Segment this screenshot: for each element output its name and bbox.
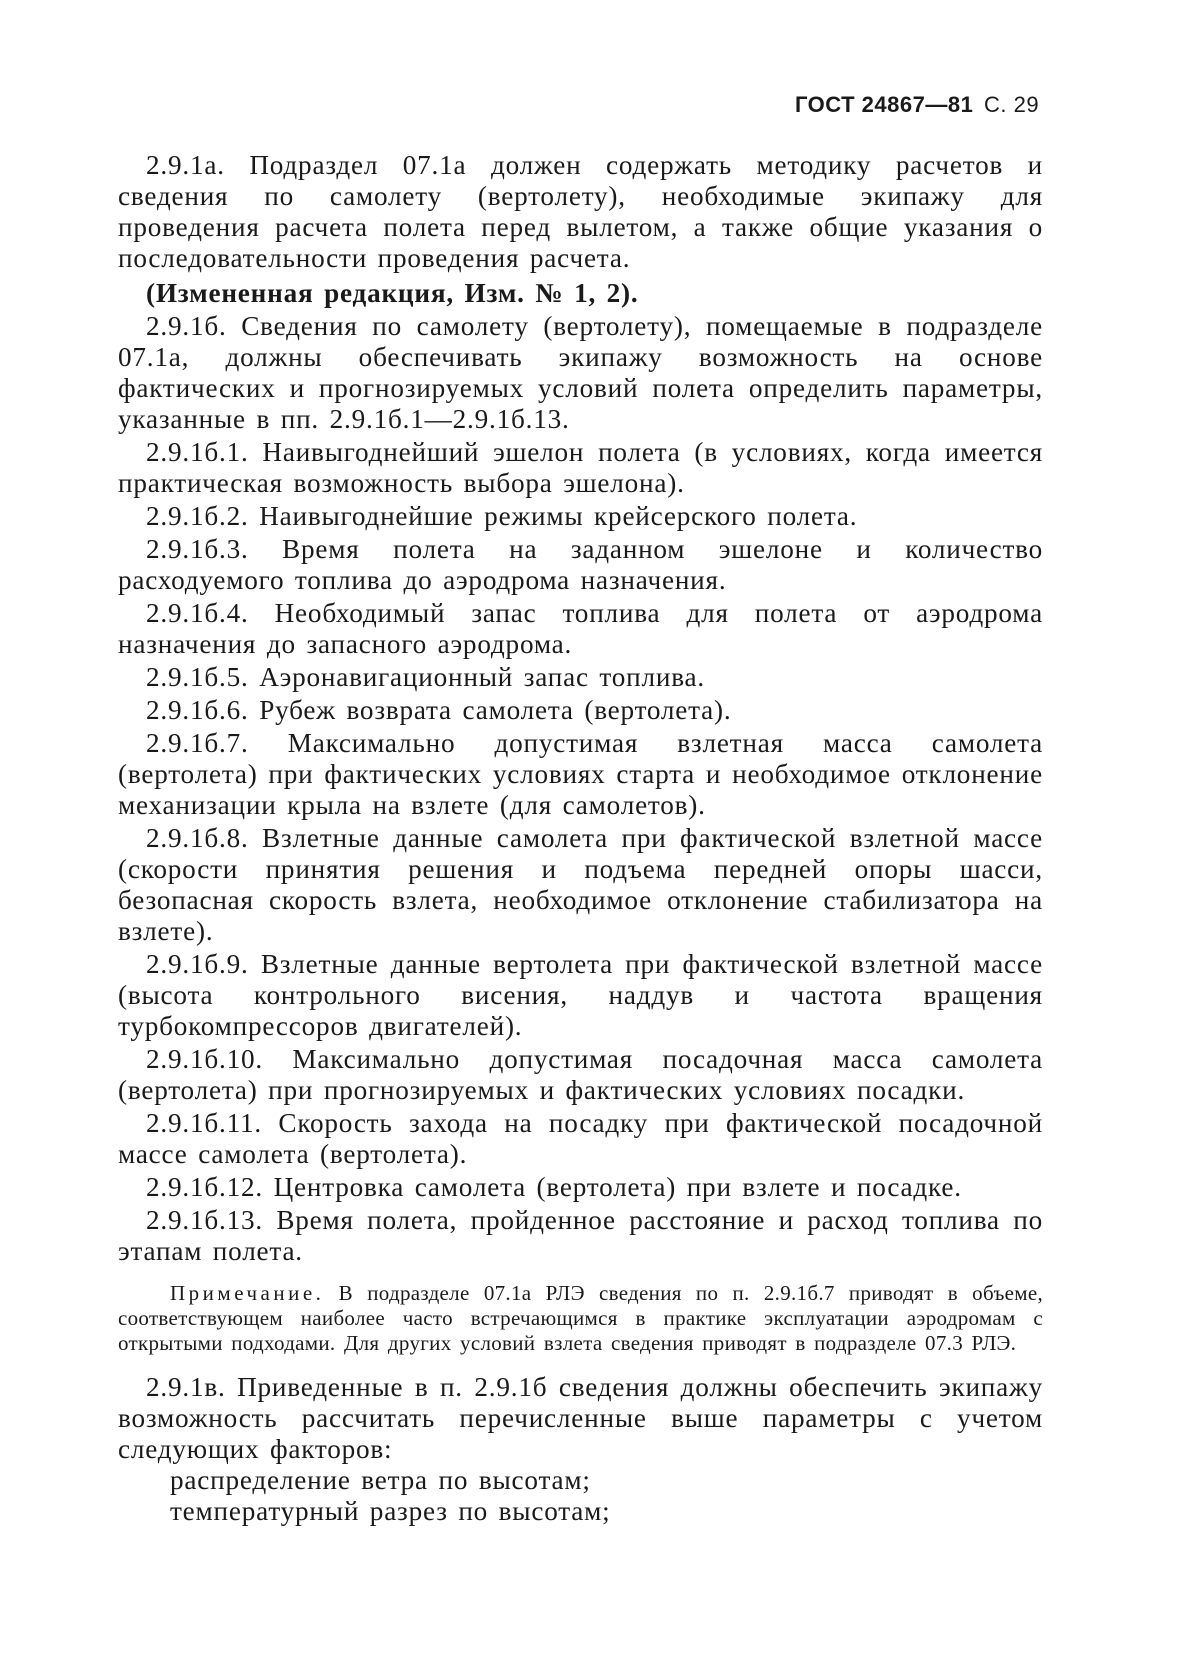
item-2-9-1b-9: 2.9.1б.9. Взлетные данные вертолета при фактической взлетной массе (высота контрольного висения, наддув и частота вращения турбокомпрессоров двигателей).	[118, 949, 1043, 1041]
item-2-9-1b-1: 2.9.1б.1. Наивыгоднейший эшелон полета (в условиях, когда имеется практическая возможность выбора эшелона).	[118, 437, 1043, 498]
page-header	[795, 92, 1040, 118]
item-2-9-1b-4: 2.9.1б.4. Необходимый запас топлива для полета от аэродрома назначения до запасного аэродрома.	[118, 598, 1043, 659]
item-2-9-1b-6: 2.9.1б.6. Рубеж возврата самолета (вертолета).	[146, 695, 732, 725]
item-2-9-1b-12: 2.9.1б.12. Центровка самолета (вертолета) при взлете и посадке.	[146, 1172, 962, 1202]
item-2-9-1b-10: 2.9.1б.10. Максимально допустимая посадочная масса самолета (вертолета) при прогнозируемых и фактических условиях посадки.	[118, 1044, 1043, 1105]
paragraph-2-9-1v: 2.9.1в. Приведенные в п. 2.9.1б сведения должны обеспечить экипажу возможность рассчитать перечисленные выше параметры с учетом следующих факторов:	[118, 1372, 1043, 1464]
item-2-9-1b-5: 2.9.1б.5. Аэронавигационный запас топлива.	[146, 662, 705, 692]
factor-item: температурный разрез по высотам;	[170, 1496, 611, 1526]
paragraph-2-9-1b: 2.9.1б. Сведения по самолету (вертолету), помещаемые в подразделе 07.1а, должны обеспечивать экипажу возможность на основе фактических и прогнозируемых условий полета определить параметры, указанные в пп. 2.9.1б.1—2.9.1б.13.	[118, 311, 1043, 434]
page-number: С. 29	[983, 92, 1040, 117]
edit-note: (Измененная редакция, Изм. № 1, 2).	[146, 278, 639, 308]
item-2-9-1b-2: 2.9.1б.2. Наивыгоднейшие режимы крейсерского полета.	[146, 501, 858, 531]
factor-item: распределение ветра по высотам;	[170, 1465, 591, 1495]
item-2-9-1b-11: 2.9.1б.11. Скорость захода на посадку при фактической посадочной массе самолета (вертолета).	[118, 1108, 1043, 1169]
item-2-9-1b-3: 2.9.1б.3. Время полета на заданном эшелоне и количество расходуемого топлива до аэродрома назначения.	[118, 534, 1043, 595]
note-text: В подразделе 07.1а РЛЭ сведения по п. 2.9.1б.7 приводят в объеме, соответствующем наиболее часто встречающимся в практике эксплуатации аэродромам с открытыми подходами. Для других условий взлета сведения приводят в подразделе 07.3 РЛЭ.	[118, 1281, 1043, 1355]
item-2-9-1b-8: 2.9.1б.8. Взлетные данные самолета при фактической взлетной массе (скорости принятия решения и подъема передней опоры шасси, безопасная скорость взлета, необходимое отклонение стабилизатора на взлете).	[118, 823, 1043, 946]
item-2-9-1b-7: 2.9.1б.7. Максимально допустимая взлетная масса самолета (вертолета) при фактических условиях старта и необходимое отклонение механизации крыла на взлете (для самолетов).	[118, 728, 1043, 820]
note-block	[118, 1281, 1043, 1356]
note-label: Примечание.	[170, 1281, 325, 1305]
item-2-9-1b-13: 2.9.1б.13. Время полета, пройденное расстояние и расход топлива по этапам полета.	[118, 1205, 1043, 1266]
document-body	[118, 150, 1043, 1527]
standard-number: ГОСТ 24867—81	[795, 92, 974, 117]
paragraph-2-9-1a: 2.9.1а. Подраздел 07.1а должен содержать методику расчетов и сведения по самолету (вертолету), необходимые экипажу для проведения расчета полета перед вылетом, а также общие указания о последовательности проведения расчета.	[118, 150, 1043, 273]
